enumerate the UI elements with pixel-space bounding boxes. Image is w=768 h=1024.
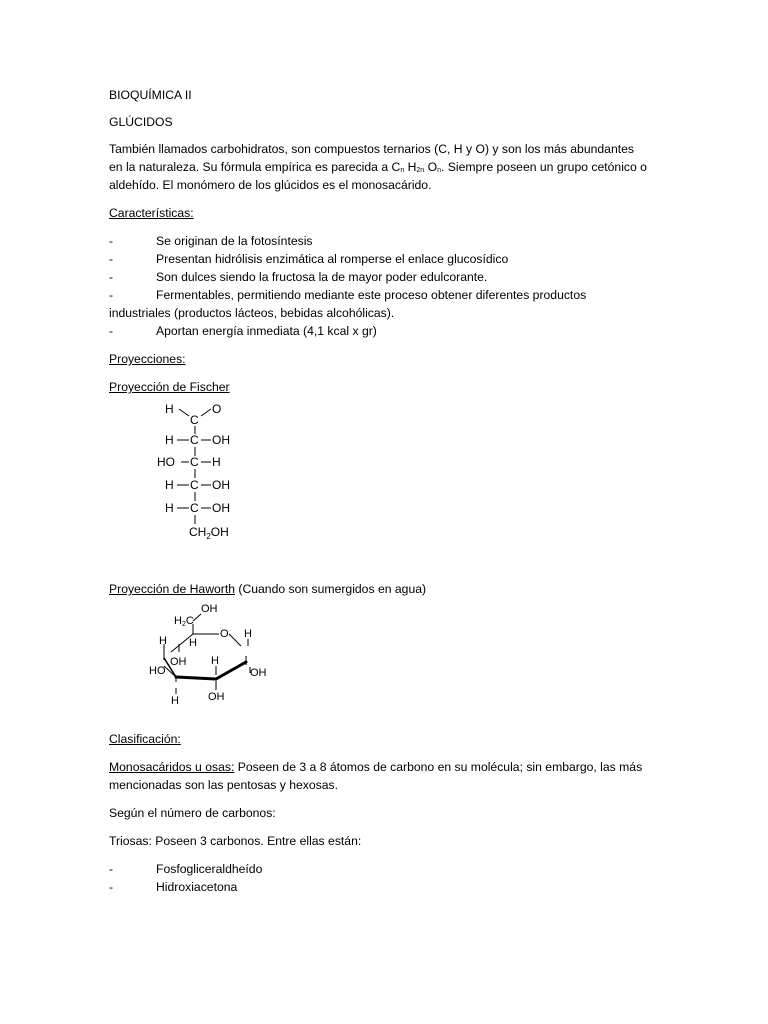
formula-h: H xyxy=(404,160,417,174)
clasificacion-title: Clasificación: xyxy=(109,732,181,746)
formula-sub-n: n xyxy=(400,167,405,174)
haworth-title: Proyección de Haworth xyxy=(109,582,235,596)
triosas-list xyxy=(109,860,649,896)
haworth-h-c1: H xyxy=(244,628,252,640)
haworth-h-c3-down: H xyxy=(171,695,179,706)
document-subheading: GLÚCIDOS xyxy=(109,115,173,129)
fischer-c2: C xyxy=(190,433,199,447)
fischer-h-3: H xyxy=(212,455,221,469)
formula-sub-2n: 2n xyxy=(416,167,425,174)
intro-text-1: También llamados carbohidratos, son compuestos ternarios (C, H y O) y son los más abundantes en la naturaleza. Su fórmula empírica es parecida a C xyxy=(109,142,634,174)
fischer-title: Proyección de Fischer xyxy=(109,380,230,394)
caracteristicas-title: Características: xyxy=(109,206,194,220)
haworth-title-line xyxy=(109,580,649,598)
haworth-h2c: H2C xyxy=(174,615,194,628)
list-item: - Presentan hidrólisis enzimática al romperse el enlace glucosídico xyxy=(109,252,509,266)
haworth-oh-top: OH xyxy=(201,603,218,615)
fischer-h-4: H xyxy=(165,478,174,492)
haworth-projection xyxy=(149,602,269,706)
formula-o: O xyxy=(424,160,438,174)
fischer-c3: C xyxy=(190,455,199,469)
fischer-ch2oh: $CH_2OH$ xyxy=(189,525,229,541)
list-item: - Aportan energía inmediata (4,1 kcal x gr) xyxy=(109,324,377,338)
caracteristicas-list xyxy=(109,232,649,340)
haworth-h-c2: H xyxy=(211,655,219,667)
fischer-c1: C xyxy=(190,413,199,427)
triosas-paragraph: Triosas: Poseen 3 carbonos. Entre ellas están: xyxy=(109,834,362,848)
list-item: - Son dulces siendo la fructosa la de mayor poder edulcorante. xyxy=(109,270,488,284)
fischer-projection xyxy=(157,400,267,544)
fischer-oh-5: OH xyxy=(212,501,230,515)
intro-paragraph xyxy=(109,140,649,194)
haworth-ho-c4: HO xyxy=(149,665,166,677)
list-item: - Se originan de la fotosíntesis xyxy=(109,234,313,248)
haworth-note: (Cuando son sumergidos en agua) xyxy=(235,582,427,596)
haworth-h-c5: H xyxy=(189,637,197,649)
intro-text-2: . Siempre poseen un grupo cetónico o aldehído. El monómero de los glúcidos es el monosacárido. xyxy=(109,160,647,192)
haworth-oh-c3: OH xyxy=(170,656,187,668)
fischer-o-top: O xyxy=(212,402,222,416)
haworth-projection-drawing xyxy=(149,602,269,706)
fischer-oh-4: OH xyxy=(212,478,230,492)
segun-heading: Según el número de carbonos: xyxy=(109,806,276,820)
fischer-projection-drawing xyxy=(157,400,267,544)
monosacaridos-text: Poseen de 3 a 8 átomos de carbono en su molécula; sin embargo, las más mencionadas son las pentosas y hexosas. xyxy=(109,760,643,792)
monosacaridos-paragraph xyxy=(109,758,649,794)
fischer-h-top: H xyxy=(165,402,174,416)
list-item: - Fermentables, permitiendo mediante este proceso obtener diferentes productos xyxy=(109,288,587,302)
fischer-oh-2: OH xyxy=(212,433,230,447)
proyecciones-title: Proyecciones: xyxy=(109,352,186,366)
haworth-ring-o: O xyxy=(220,628,229,640)
document-page xyxy=(109,86,649,896)
fischer-c5: C xyxy=(190,501,199,515)
list-item-wrap: industriales (productos lácteos, bebidas alcohólicas). xyxy=(109,306,395,320)
haworth-oh-c1: OH xyxy=(250,667,267,679)
document-heading: BIOQUÍMICA II xyxy=(109,88,192,102)
haworth-h-c4-up: H xyxy=(159,635,167,647)
monosacaridos-label: Monosacáridos u osas: xyxy=(109,760,235,774)
list-item: - Fosfogliceraldheído xyxy=(109,862,263,876)
fischer-c4: C xyxy=(190,478,199,492)
formula-sub-n2: n xyxy=(437,167,441,174)
list-item: - Hidroxiacetona xyxy=(109,880,238,894)
haworth-oh-c2: OH xyxy=(208,691,225,703)
fischer-h-2: H xyxy=(165,433,174,447)
fischer-ho-3: HO xyxy=(157,455,175,469)
fischer-h-5: H xyxy=(165,501,174,515)
